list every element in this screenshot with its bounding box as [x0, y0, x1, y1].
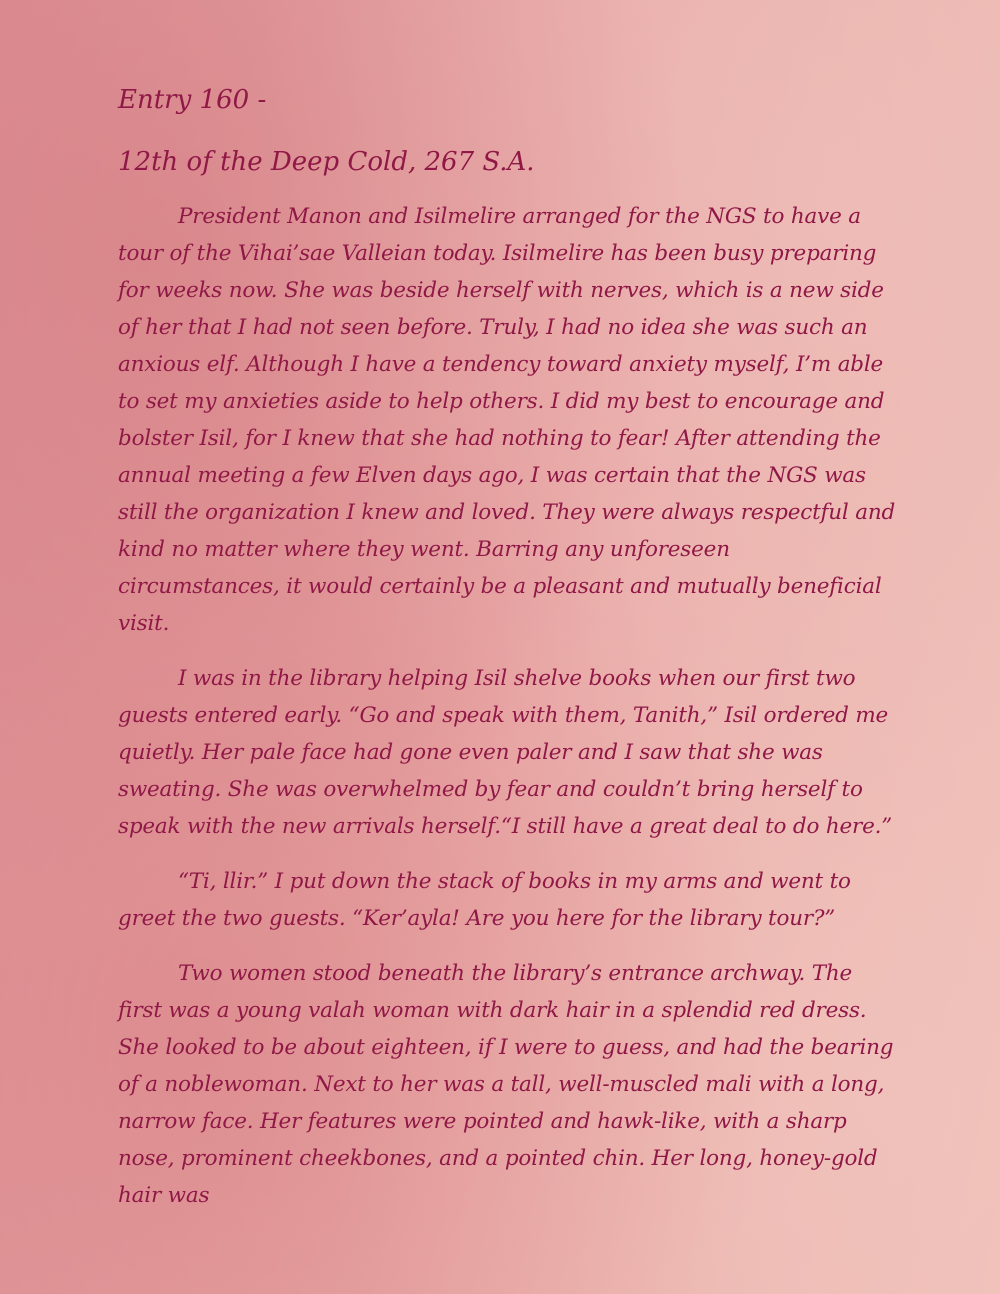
- paragraph: “Ti, llir.” I put down the stack of books in my arms and went to greet the two guests. “Ker’ayla! Are you here for the library tour?”: [118, 869, 851, 931]
- paragraph: I was in the library helping Isil shelve books when our first two guests entered early. “Go and speak with them, Tanith,” Isil ordered me quietly. Her pale face had gone even paler and I saw that she was sweating. She was overwhelmed by fear and couldn’t bring herself to speak with the new arrivals herself.“I still have a great deal to do here.”: [118, 666, 893, 839]
- journal-page: [118, 78, 898, 1232]
- paragraph: President Manon and Isilmelire arranged for the NGS to have a tour of the Vihai’sae Valleian today. Isilmelire has been busy preparing for weeks now. She was beside herself with nerves, which is a new side of her that I had not seen before. Truly, I had no idea she was such an anxious elf. Although I have a tendency toward anxiety myself, I’m able to set my anxieties aside to help others. I did my best to encourage and bolster Isil, for I knew that she had nothing to fear! After attending the annual meeting a few Elven days ago, I was certain that the NGS was still the organization I knew and loved. They were always respectful and kind no matter where they went. Barring any unforeseen circumstances, it would certainly be a pleasant and mutually beneficial visit.: [118, 204, 896, 636]
- entry-date: 12th of the Deep Cold, 267 S.A.: [118, 147, 535, 177]
- entry-title: Entry 160 -: [118, 85, 267, 115]
- paragraph: Two women stood beneath the library’s entrance archway. The first was a young valah woman with dark hair in a splendid red dress. She looked to be about eighteen, if I were to guess, and had the bearing of a noblewoman. Next to her was a tall, well-muscled mali with a long, narrow face. Her features were pointed and hawk-like, with a sharp nose, prominent cheekbones, and a pointed chin. Her long, honey-gold hair was: [118, 961, 894, 1208]
